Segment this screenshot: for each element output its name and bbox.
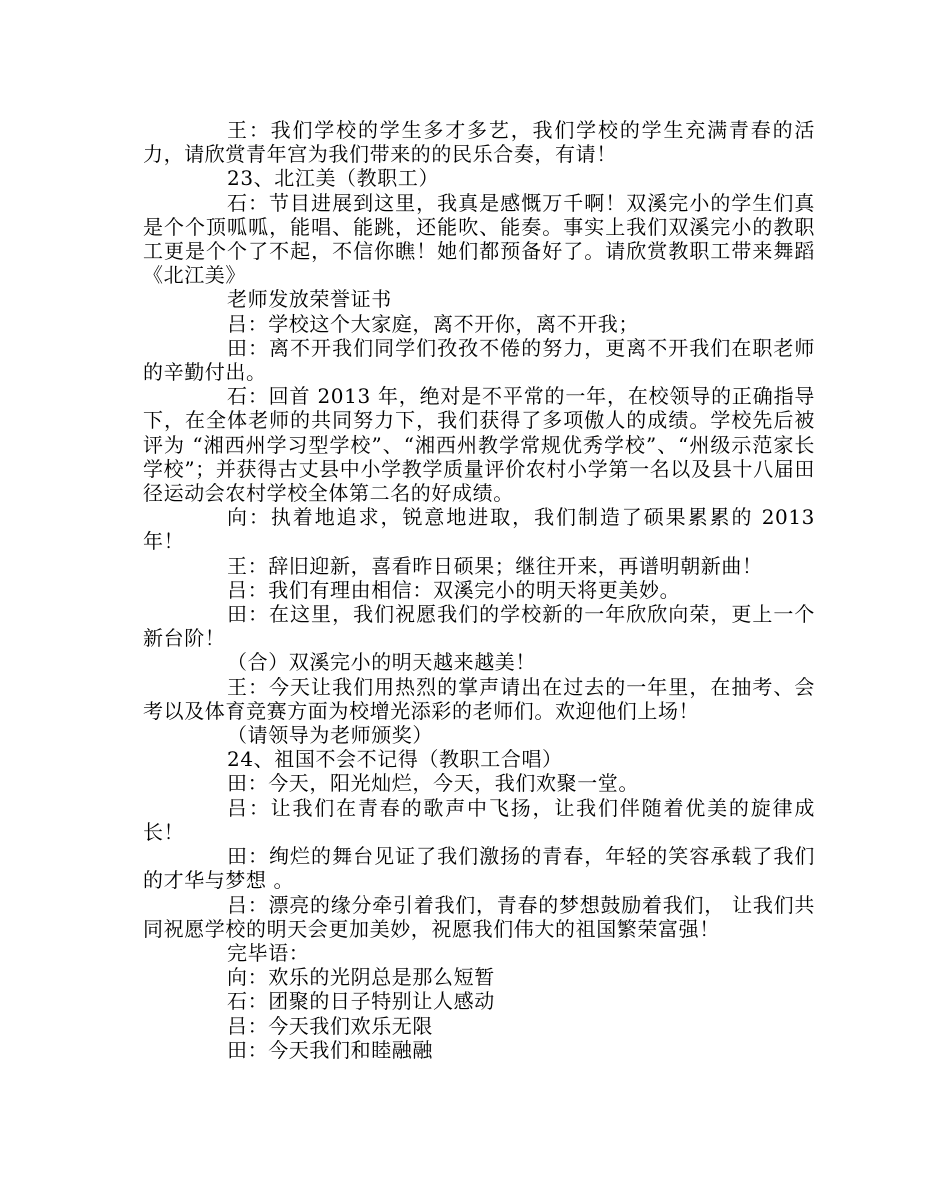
paragraph-shi-review: 石：回首 2013 年，绝对是不平常的一年，在校领导的正确指导下，在全体老师的共同努力下，我们获得了多项傲人的成绩。学校先后被评为 “湘西州学习型学校”、“湘西州教学常规优秀学校”、“州级示范家长学校”；并获得古丈县中小学教学质量评价农村小学第一名以及县十八届田径运动会农村学校全体第二名的好成绩。 xyxy=(143,384,815,506)
paragraph-tian-1: 田：离不开我们同学们孜孜不倦的努力，更离不开我们在职老师的辛勤付出。 xyxy=(143,335,815,385)
paragraph-lv-1: 吕：学校这个大家庭，离不开你，离不开我； xyxy=(227,311,639,336)
paragraph-together: （合）双溪完小的明天越来越美！ xyxy=(227,650,536,675)
stage-note-awards: （请领导为老师颁奖） xyxy=(227,723,433,748)
closing-line-lv: 吕：今天我们欢乐无限 xyxy=(227,1013,433,1038)
paragraph-wang-intro: 王：我们学校的学生多才多艺，我们学校的学生充满青春的活力，请欣赏青年宫为我们带来的的民乐合奏，有请！ xyxy=(143,118,815,167)
paragraph-tian-3: 田：今天，阳光灿烂，今天，我们欢聚一堂。 xyxy=(227,771,639,796)
paragraph-lv-4: 吕：漂亮的缘分牵引着我们，青春的梦想鼓励着我们， 让我们共同祝愿学校的明天会更加美妙，祝愿我们伟大的祖国繁荣富强！ xyxy=(143,892,815,941)
paragraph-tian-4: 田：绚烂的舞台见证了我们激扬的青春，年轻的笑容承载了我们的才华与梦想 。 xyxy=(143,844,815,893)
closing-heading: 完毕语： xyxy=(227,940,310,965)
paragraph-shi-intro: 石：节目进展到这里，我真是感慨万千啊！双溪完小的学生们真是个个顶呱呱，能唱、能跳，还能吹、能奏。事实上我们双溪完小的教职工更是个个了不起，不信你瞧！她们都预备好了。请欣赏教职工带来舞蹈《北江美》 xyxy=(143,190,815,288)
paragraph-lv-2: 吕：我们有理由相信：双溪完小的明天将更美妙。 xyxy=(227,577,681,602)
paragraph-lv-3: 吕：让我们在青春的歌声中飞扬，让我们伴随着优美的旋律成长！ xyxy=(143,795,815,844)
program-item-24: 24、祖国不会不记得（教职工合唱） xyxy=(227,747,563,772)
paragraph-xiang-1: 向：执着地追求，锐意地进取，我们制造了硕果累累的 2013 年！ xyxy=(143,505,815,554)
paragraph-tian-2: 田：在这里，我们祝愿我们的学校新的一年欣欣向荣，更上一个新台阶！ xyxy=(143,602,815,651)
document-body xyxy=(143,118,815,1062)
program-item-23: 23、北江美（教职工） xyxy=(227,166,440,191)
closing-line-xiang: 向：欢乐的光阴总是那么短暂 xyxy=(227,965,495,990)
stage-note-certificates: 老师发放荣誉证书 xyxy=(227,287,392,312)
closing-line-tian: 田：今天我们和睦融融 xyxy=(227,1037,433,1062)
paragraph-wang-2: 王：辞旧迎新，喜看昨日硕果；继往开来，再谱明朝新曲！ xyxy=(227,553,763,578)
paragraph-wang-3: 王：今天让我们用热烈的掌声请出在过去的一年里，在抽考、会考以及体育竞赛方面为校增光添彩的老师们。欢迎他们上场！ xyxy=(143,674,815,723)
closing-line-shi: 石：团聚的日子特别让人感动 xyxy=(227,989,495,1014)
